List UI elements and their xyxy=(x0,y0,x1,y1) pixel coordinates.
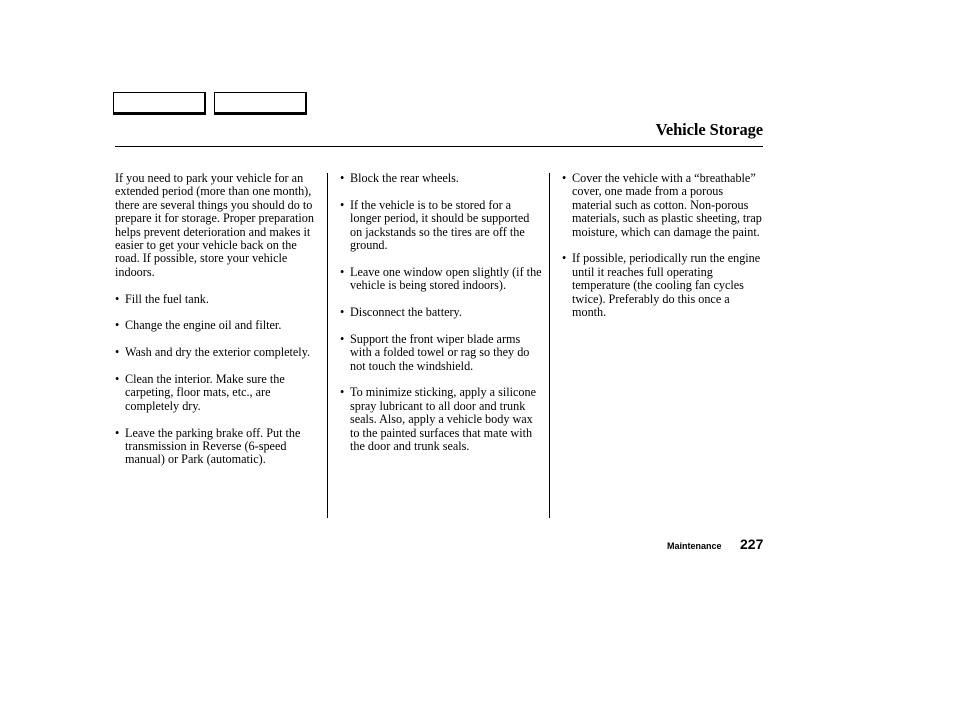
list-item: • Support the front wiper blade arms with a folded towel or rag so they do not touch the windshield. xyxy=(340,333,543,373)
list-item: • Block the rear wheels. xyxy=(340,172,543,185)
title-rule xyxy=(115,146,763,147)
list-item: • Leave one window open slightly (if the vehicle is being stored indoors). xyxy=(340,266,543,293)
list-item: • If possible, periodically run the engine until it reaches full operating temperature (the cooling fan cycles twice). Preferably do this once a month. xyxy=(562,252,765,319)
list-item: • Fill the fuel tank. xyxy=(115,293,321,306)
column-divider xyxy=(549,173,550,518)
list-item: • Clean the interior. Make sure the carpeting, floor mats, etc., are completely dry. xyxy=(115,373,321,413)
page-title: Vehicle Storage xyxy=(655,120,763,139)
column-divider xyxy=(327,173,328,518)
list-item: • To minimize sticking, apply a silicone spray lubricant to all door and trunk seals. Also, apply a vehicle body wax to the painted surfaces that mate with the door and trunk seals. xyxy=(340,386,543,453)
page-number: 227 xyxy=(740,536,764,552)
list-item: • Wash and dry the exterior completely. xyxy=(115,346,321,359)
bullet-list xyxy=(340,172,543,453)
bullet-list xyxy=(115,293,321,467)
text-column-2 xyxy=(340,172,543,467)
text-column-3 xyxy=(562,172,765,333)
list-item: • If the vehicle is to be stored for a longer period, it should be supported on jackstands so the tires are off the ground. xyxy=(340,199,543,253)
bullet-list xyxy=(562,172,765,319)
text-column-1 xyxy=(115,172,321,480)
nav-button-next[interactable] xyxy=(214,92,307,115)
footer-section-label: Maintenance xyxy=(667,541,722,551)
list-item: • Leave the parking brake off. Put the transmission in Reverse (6-speed manual) or Park (automatic). xyxy=(115,427,321,467)
list-item: • Change the engine oil and filter. xyxy=(115,319,321,332)
list-item: • Cover the vehicle with a “breathable” cover, one made from a porous material such as cotton. Non-porous materials, such as plastic sheeting, trap moisture, which can damage the paint. xyxy=(562,172,765,239)
nav-button-previous[interactable] xyxy=(113,92,206,115)
list-item: • Disconnect the battery. xyxy=(340,306,543,319)
intro-paragraph: If you need to park your vehicle for an extended period (more than one month), there are several things you should do to prepare it for storage. Proper preparation helps prevent deterioration and makes it easier to get your vehicle back on the road. If possible, store your vehicle indoors. xyxy=(115,171,314,279)
